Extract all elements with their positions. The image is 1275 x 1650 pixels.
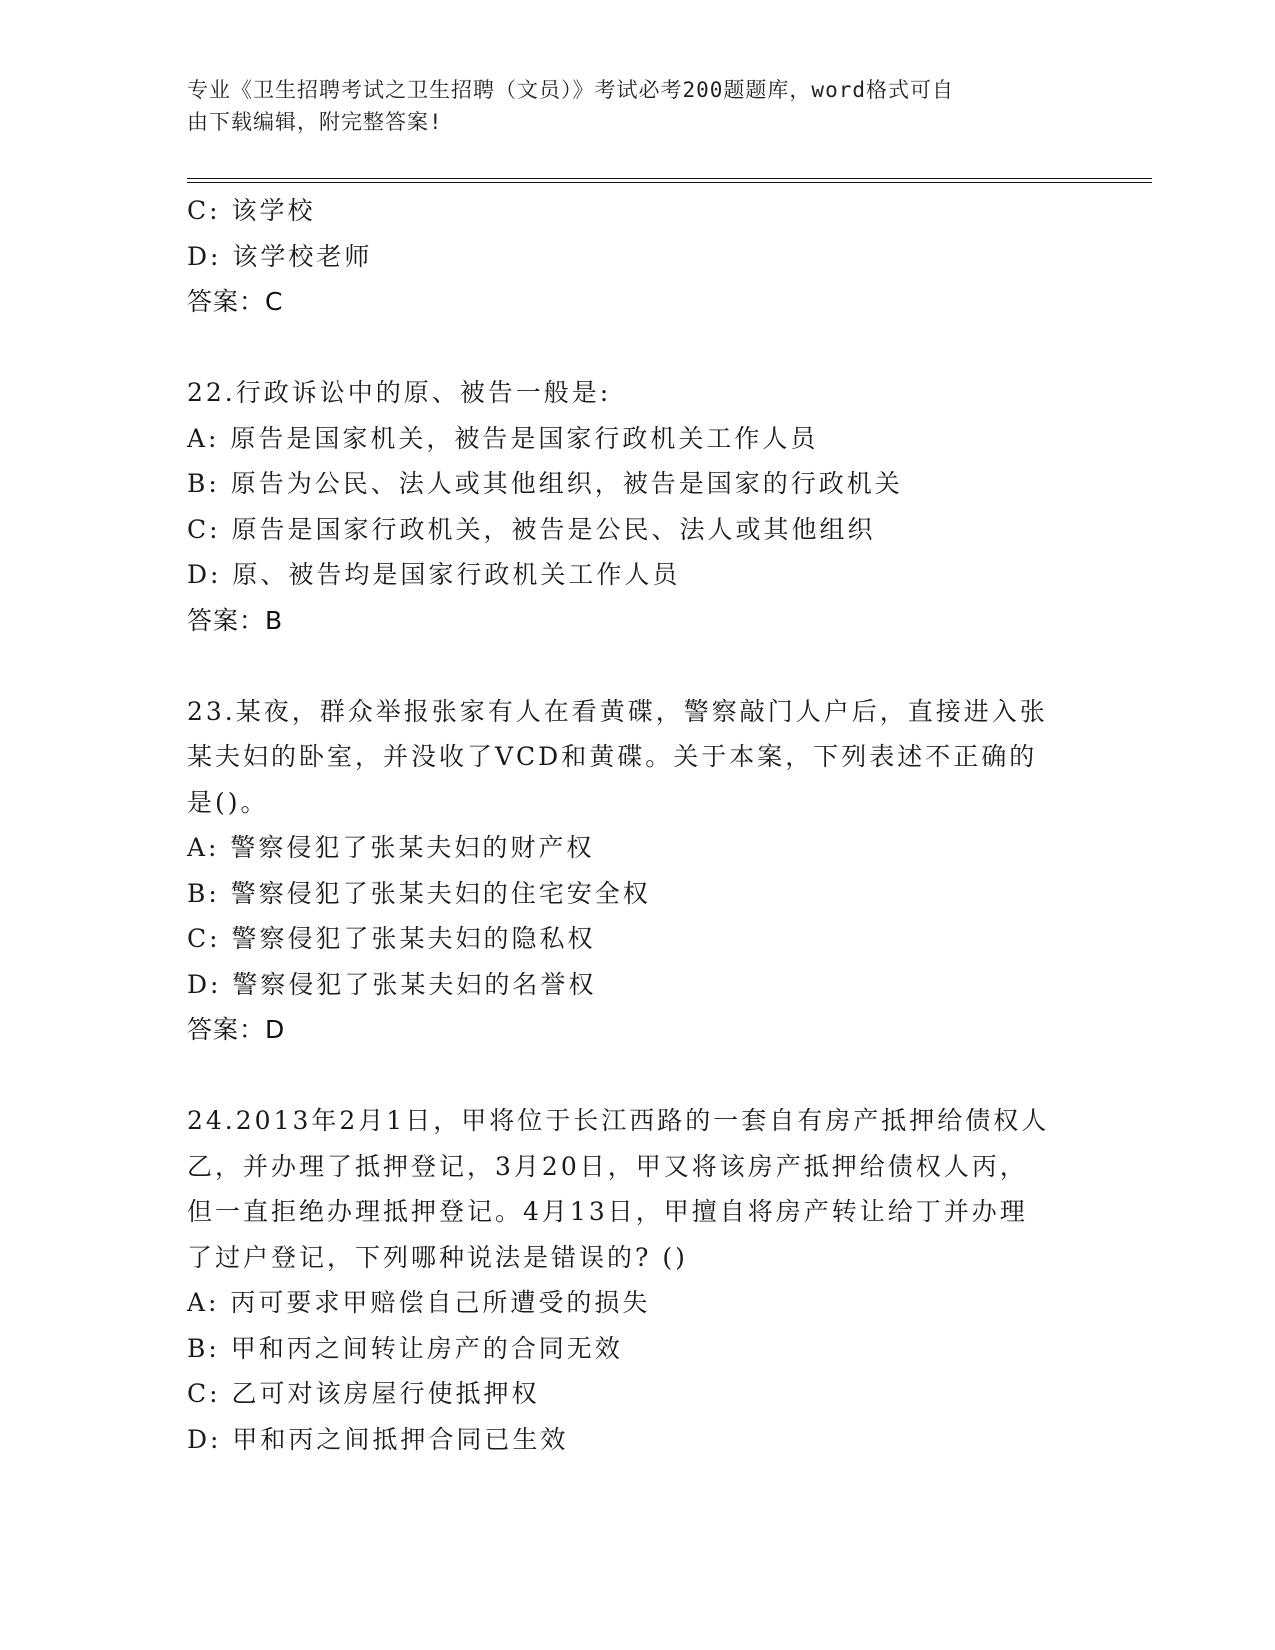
option-b: B: 警察侵犯了张某夫妇的住宅安全权 bbox=[187, 878, 651, 908]
option-a: A: 原告是国家机关，被告是国家行政机关工作人员 bbox=[187, 423, 819, 453]
option-a: A: 丙可要求甲赔偿自己所遭受的损失 bbox=[187, 1288, 651, 1317]
document-body bbox=[187, 188, 1087, 1462]
page-header bbox=[187, 74, 1087, 138]
question-stem: 了过户登记，下列哪种说法是错误的? () bbox=[187, 1242, 688, 1272]
option-c: C: 该学校 bbox=[187, 196, 316, 225]
option-a: A: 警察侵犯了张某夫妇的财产权 bbox=[187, 833, 595, 862]
question-stem: 但一直拒绝办理抵押登记。4月13日，甲擅自将房产转让给丁并办理 bbox=[187, 1197, 1028, 1226]
question-stem: 某夫妇的卧室，并没收了VCD和黄碟。关于本案，下列表述不正确的 bbox=[187, 742, 1038, 771]
header-divider bbox=[187, 178, 1152, 179]
option-d: D: 原、被告均是国家行政机关工作人员 bbox=[187, 560, 681, 589]
question-carryover bbox=[187, 188, 1087, 325]
option-b: B: 甲和丙之间转让房产的合同无效 bbox=[187, 1333, 623, 1363]
option-b: B: 原告为公民、法人或其他组织，被告是国家的行政机关 bbox=[187, 469, 903, 498]
option-d: D: 甲和丙之间抵押合同已生效 bbox=[187, 1424, 569, 1454]
header-line-1: 专业《卫生招聘考试之卫生招聘（文员）》考试必考200题题库，word格式可自 bbox=[187, 78, 954, 102]
question-stem: 24.2013年2月1日，甲将位于长江西路的一套自有房产抵押给债权人 bbox=[187, 1106, 1050, 1135]
header-line-2: 由下载编辑，附完整答案! bbox=[187, 110, 443, 134]
answer-line: 答案：C bbox=[187, 287, 284, 316]
spacer bbox=[187, 1053, 1087, 1099]
question-stem: 乙，并办理了抵押登记，3月20日，甲又将该房产抵押给债权人丙， bbox=[187, 1151, 1028, 1181]
spacer bbox=[187, 643, 1087, 689]
answer-line: 答案：B bbox=[187, 605, 284, 635]
option-d: D: 该学校老师 bbox=[187, 241, 373, 271]
question-22 bbox=[187, 370, 1087, 643]
header-divider bbox=[187, 182, 1152, 183]
option-d: D: 警察侵犯了张某夫妇的名誉权 bbox=[187, 969, 597, 999]
question-stem: 是()。 bbox=[187, 787, 269, 817]
question-stem: 23.某夜，群众举报张家有人在看黄碟，警察敲门人户后，直接进入张 bbox=[187, 696, 1048, 726]
option-c: C: 原告是国家行政机关，被告是公民、法人或其他组织 bbox=[187, 514, 876, 544]
spacer bbox=[187, 325, 1087, 371]
answer-line: 答案：D bbox=[187, 1015, 286, 1044]
option-c: C: 警察侵犯了张某夫妇的隐私权 bbox=[187, 924, 596, 953]
question-24 bbox=[187, 1098, 1087, 1462]
question-23 bbox=[187, 689, 1087, 1053]
option-c: C: 乙可对该房屋行使抵押权 bbox=[187, 1379, 540, 1408]
question-stem: 22.行政诉讼中的原、被告一般是: bbox=[187, 378, 612, 407]
